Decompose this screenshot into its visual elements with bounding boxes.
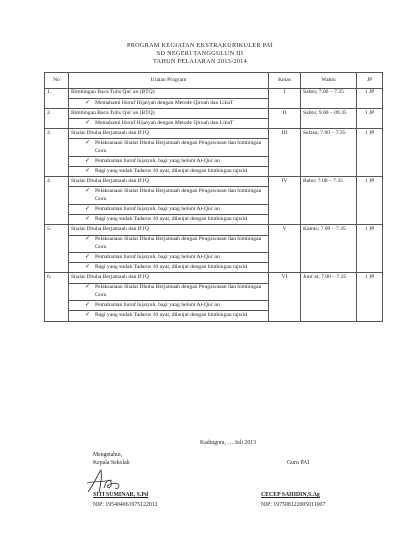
- check-icon: ✓: [85, 254, 91, 260]
- program-title: Shalat Dhuha Berjamaah dan BTQ: [69, 177, 269, 187]
- sub-item-cell: [69, 98, 269, 108]
- jp-cell: 1 JP: [357, 108, 383, 128]
- col-header-waktu: Waktu: [301, 73, 357, 89]
- principal-name: SITI SUMINAR, S.Pd: [93, 492, 149, 498]
- list-item: [71, 158, 266, 166]
- sub-item-cell: [69, 215, 269, 225]
- doc-title-line3: TAHUN PELAJARAN 2013-2014: [153, 58, 247, 65]
- table-row: [45, 225, 383, 235]
- list-item: [71, 302, 266, 310]
- sub-item-cell: [69, 263, 269, 273]
- table-row: [45, 273, 383, 283]
- row-number: 1.: [45, 88, 69, 108]
- sub-item-text: Bagi yang sudah Tadarus 10 ayat, dilanjut dengan bimbingan tajwid: [95, 167, 248, 174]
- sub-item-cell: [69, 156, 269, 166]
- check-icon: ✓: [85, 167, 91, 174]
- row-number: 4.: [45, 177, 69, 225]
- col-header-jp: JP: [357, 73, 383, 89]
- sub-item-cell: [69, 253, 269, 263]
- list-item: [71, 236, 266, 251]
- time-cell: Sabtu; 7.00 – 7.35: [301, 88, 357, 108]
- sub-item-text: Bagi yang sudah Tadarus 10 ayat, dilanjut dengan bimbingan tajwid: [95, 264, 248, 271]
- sub-item-text: Bagi yang sudah Tadarus 10 ayat, dilanjut dengan bimbingan tajwid: [95, 216, 248, 223]
- table-row: [45, 177, 383, 187]
- row-number: 5.: [45, 225, 69, 273]
- teacher-nip: NIP: 197508122005011007: [261, 502, 326, 508]
- list-item: [71, 206, 266, 214]
- sub-item-cell: [69, 205, 269, 215]
- list-item: [71, 254, 266, 262]
- check-icon: ✓: [85, 216, 91, 223]
- sub-item-cell: [69, 311, 269, 321]
- check-icon: ✓: [85, 188, 91, 195]
- jp-cell: 1 JP: [357, 88, 383, 108]
- list-item: [71, 140, 266, 155]
- program-title: Shalat Dhuha Berjamaah dan BTQ: [69, 273, 269, 283]
- check-icon: ✓: [85, 312, 91, 319]
- time-cell: Sabtu; 9.00 – 09.35: [301, 108, 357, 128]
- program-table: [44, 72, 383, 322]
- sub-item-text: Pemahaman huruf hijaiyah, bagi yang belum Al-Qur`an: [95, 205, 220, 212]
- sub-item-text: Pelaksanaan Shalat Dhuha Berjamaah dengan Pengawasan dan bimbingan Guru: [95, 236, 262, 250]
- list-item: [71, 312, 266, 320]
- list-item: [71, 216, 266, 224]
- principal-nip: NIP: 195404061975122012: [93, 502, 158, 508]
- check-icon: ✓: [85, 236, 91, 243]
- place-date: Kadingora, … Juli 2013: [200, 440, 257, 446]
- check-icon: ✓: [85, 99, 91, 106]
- sub-item-text: Pemahaman huruf hijaiyah, bagi yang belum Al-Qur`an: [95, 302, 220, 309]
- doc-title-line1: PROGRAM KEGIATAN EKSTRAKURIKULER PAI: [126, 42, 274, 49]
- check-icon: ✓: [85, 264, 91, 271]
- sub-item-text: Bagi yang sudah Tadarus 10 ayat, dilanjut dengan bimbingan tajwid: [95, 312, 248, 319]
- sub-item-text: Memahami Huruf Hijaiyah dengan Metode Qiroah dan LibaT: [95, 99, 234, 106]
- sub-item-text: Pemahaman huruf hijaiyah, bagi yang belum Al-Qur`an: [95, 157, 220, 164]
- list-item: [71, 188, 266, 203]
- class-cell: IV: [269, 177, 301, 225]
- check-icon: ✓: [85, 284, 91, 291]
- table-row: [45, 129, 383, 139]
- time-cell: Kamis; 7.00 – 7.35: [301, 225, 357, 273]
- sub-item-cell: [69, 187, 269, 205]
- col-header-no: No: [45, 73, 69, 89]
- sub-item-text: Pelaksanaan Shalat Dhuha Berjamaah dengan Pengawasan dan bimbingan Guru: [95, 140, 262, 154]
- jp-cell: 1 JP: [357, 177, 383, 225]
- program-title: Shalat Dhuha Berjamaah dan BTQ: [69, 129, 269, 139]
- class-cell: III: [269, 129, 301, 177]
- col-header-kelas: Kelas: [269, 73, 301, 89]
- program-title: Shalat Dhuha Berjamaah dan BTQ: [69, 225, 269, 235]
- check-icon: ✓: [85, 302, 91, 309]
- sub-item-cell: [69, 119, 269, 129]
- class-cell: II: [269, 108, 301, 128]
- sub-item-cell: [69, 235, 269, 253]
- row-number: 6.: [45, 273, 69, 321]
- list-item: [71, 120, 266, 128]
- list-item: [71, 264, 266, 272]
- col-header-uraian: Uraian Program: [69, 73, 269, 89]
- program-title: Bimbingan Baca Tulis Qur`an (BTQ): [69, 108, 269, 118]
- sub-item-text: Pemahaman huruf hijaiyah, bagi yang belum Al-Qur`an: [95, 254, 220, 260]
- jp-cell: 1 JP: [357, 225, 383, 273]
- known-label: Mengetahui,: [93, 452, 123, 458]
- time-cell: Selasa; 7.00 – 7.35: [301, 129, 357, 177]
- table-header-row: [45, 73, 383, 89]
- check-icon: ✓: [85, 205, 91, 212]
- list-item: [71, 284, 266, 299]
- table-body: [45, 88, 383, 321]
- table-row: [45, 88, 383, 98]
- time-cell: Jum`at; 7.00 – 7.35: [301, 273, 357, 321]
- teacher-title: Guru PAI: [287, 460, 310, 466]
- principal-title: Kepala Sekolah: [93, 460, 130, 466]
- sub-item-text: Pelaksanaan Shalat Dhuha Berjamaah dengan Pengawasan dan bimbingan Guru: [95, 188, 262, 202]
- sub-item-cell: [69, 167, 269, 177]
- sub-item-text: Pelaksanaan Shalat Dhuha Berjamaah dengan Pengawasan dan bimbingan Guru: [95, 284, 262, 298]
- class-cell: VI: [269, 273, 301, 321]
- list-item: [71, 168, 266, 176]
- list-item: [71, 100, 266, 108]
- sub-item-text: Memahami Huruf Hijaiyah dengan Metode Qiroah dan LibaT: [95, 119, 234, 126]
- jp-cell: 1 JP: [357, 273, 383, 321]
- sub-item-cell: [69, 301, 269, 311]
- sub-item-cell: [69, 283, 269, 301]
- class-cell: V: [269, 225, 301, 273]
- row-number: 2.: [45, 108, 69, 128]
- table-row: [45, 108, 383, 118]
- check-icon: ✓: [85, 140, 91, 147]
- row-number: 3.: [45, 129, 69, 177]
- teacher-name: CECEP SAHIDIN,S.Ag: [261, 492, 320, 498]
- sub-item-cell: [69, 139, 269, 157]
- check-icon: ✓: [85, 119, 91, 126]
- time-cell: Rabu; 7.00 – 7.35: [301, 177, 357, 225]
- jp-cell: 1 JP: [357, 129, 383, 177]
- program-title: Bimbingan Baca Tulis Qur`an (BTQ): [69, 88, 269, 98]
- doc-title-line2: SD NEGERI TANGGULUN III: [156, 50, 244, 57]
- class-cell: I: [269, 88, 301, 108]
- check-icon: ✓: [85, 157, 91, 164]
